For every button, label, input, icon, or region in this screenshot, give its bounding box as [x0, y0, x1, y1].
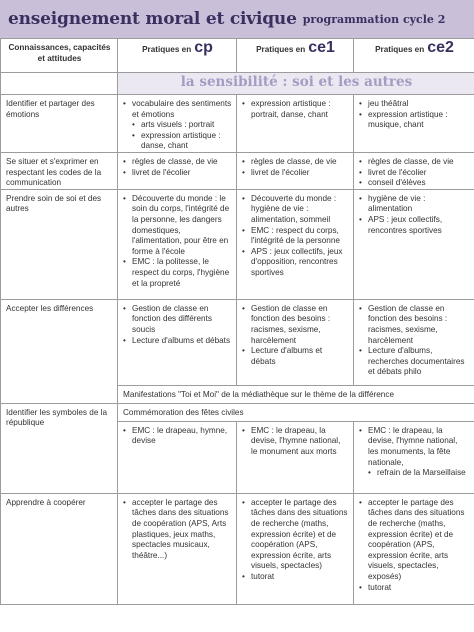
list-item: • expression artistique : musique, chant — [359, 110, 470, 131]
header-ce1-level: ce1 — [308, 39, 335, 56]
table-row — [1, 299, 474, 385]
table-row — [1, 493, 474, 604]
list-item: • Gestion de classe en fonction des besoins : racismes, sexisme, harcèlement — [242, 304, 349, 346]
list-item: • EMC : le drapeau, hymne, devise — [123, 426, 232, 447]
section-title — [118, 73, 474, 95]
cell-cp — [118, 153, 237, 190]
header-ce2 — [354, 39, 474, 73]
list-item: • règles de classe, de vie — [242, 157, 349, 168]
list-item: • EMC : le drapeau, la devise, l'hymne national, les monuments, la fête nationale, — [359, 426, 470, 468]
list-item: • tutorat — [242, 572, 349, 583]
list-item: • jeu théâtral — [359, 99, 470, 110]
document-title: enseignement moral et civique — [8, 9, 297, 29]
manifestation-note: Manifestations "Toi et Moi" de la médiathèque sur le thème de la différence — [118, 385, 474, 403]
list-item: • vocabulaire des sentiments et émotions — [123, 99, 232, 120]
list-item: • Lecture d'albums, recherches documentaires et débats philo — [359, 346, 470, 378]
cell-cp — [118, 189, 237, 299]
row-label: Apprendre à coopérer — [1, 493, 118, 604]
header-ce2-level: ce2 — [427, 39, 454, 56]
list-item: • Lecture d'albums et débats — [123, 336, 232, 347]
list-item: • EMC : la politesse, le respect du corps, l'hygiène et la propreté — [123, 257, 232, 289]
cell-cp — [118, 299, 237, 385]
cell-ce1 — [237, 421, 354, 493]
row-label: Se situer et s'exprimer en respectant les codes de la communication — [1, 153, 118, 190]
list-item: • expression artistique : danse, chant — [123, 131, 232, 152]
cell-ce1 — [237, 95, 354, 153]
header-ce2-prefix: Pratiques en — [375, 45, 425, 54]
list-item: • livret de l'écolier — [242, 168, 349, 179]
table-row — [1, 95, 474, 153]
list-item: • refrain de la Marseillaise — [359, 468, 470, 479]
list-item: • règles de classe, de vie — [359, 157, 470, 168]
list-item: • expression artistique : portrait, danse, chant — [242, 99, 349, 120]
table-row — [1, 403, 474, 421]
list-item: • arts visuels : portrait — [123, 120, 232, 131]
list-item: • Lecture d'albums et débats — [242, 346, 349, 367]
list-item: • tutorat — [359, 583, 470, 594]
document-subtitle: programmation cycle 2 — [302, 12, 446, 26]
table-row — [1, 153, 474, 190]
list-item: • accepter le partage des tâches dans des situations de coopération (APS, Arts plastiques, jeux maths, spectacles musicaux, théâtre...) — [123, 498, 232, 562]
cell-ce2 — [354, 421, 474, 493]
cell-ce2 — [354, 189, 474, 299]
cell-ce2 — [354, 299, 474, 385]
programmation-table — [0, 38, 474, 605]
list-item: • hygiène de vie : alimentation — [359, 194, 470, 215]
cell-cp — [118, 95, 237, 153]
cell-ce1 — [237, 299, 354, 385]
header-cp-prefix: Pratiques en — [142, 45, 192, 54]
cell-cp — [118, 421, 237, 493]
section-title-text: la sensibilité : soi et les autres — [180, 74, 413, 90]
title-banner — [0, 0, 474, 38]
cell-cp — [118, 493, 237, 604]
list-item: • Découverte du monde : le soin du corps, l'intégrité de la personne, les dangers domestiques, l'alimentation, pour être en forme à l'école — [123, 194, 232, 258]
list-item: • APS : jeux collectifs, rencontres sportives — [359, 215, 470, 236]
cell-ce2 — [354, 153, 474, 190]
row-label: Identifier et partager des émotions — [1, 95, 118, 153]
list-item: • EMC : le drapeau, la devise, l'hymne national, le monument aux morts — [242, 426, 349, 458]
list-item: • accepter le partage des tâches dans des situations de recherche (maths, expression écrite) et de coopération (APS, expression écrite, arts visuels, spectacles, exposés) — [359, 498, 470, 583]
list-item: • EMC : respect du corps, l'intégrité de la personne — [242, 226, 349, 247]
row-label: Prendre soin de soi et des autres — [1, 189, 118, 299]
header-cp-level: cp — [194, 39, 213, 56]
row-label: Accepter les différences — [1, 299, 118, 403]
list-item: • règles de classe, de vie — [123, 157, 232, 168]
cell-ce1 — [237, 493, 354, 604]
cell-ce1 — [237, 189, 354, 299]
cell-ce1 — [237, 153, 354, 190]
list-item: • livret de l'écolier — [359, 168, 470, 179]
list-item: • Gestion de classe en fonction des différents soucis — [123, 304, 232, 336]
list-item: • accepter le partage des tâches dans des situations de recherche (maths, expression écrite) et de coopération (APS, expression écrite, arts visuels, spectacles) — [242, 498, 349, 572]
cell-ce2 — [354, 493, 474, 604]
header-row — [1, 39, 474, 73]
table-row — [1, 189, 474, 299]
row-label: Identifier les symboles de la république — [1, 403, 118, 493]
cell-ce2 — [354, 95, 474, 153]
header-cp — [118, 39, 237, 73]
list-item: • livret de l'écolier — [123, 168, 232, 179]
section-row — [1, 73, 474, 95]
header-ce1-prefix: Pratiques en — [256, 45, 306, 54]
list-item: • Découverte du monde : hygiène de vie : alimentation, sommeil — [242, 194, 349, 226]
commemoration-note: Commémoration des fêtes civiles — [118, 403, 474, 421]
list-item: • Gestion de classe en fonction des besoins : racismes, sexisme, harcèlement — [359, 304, 470, 346]
list-item: • APS : jeux collectifs, jeux d'opposition, rencontres sportives — [242, 247, 349, 279]
list-item: • conseil d'élèves — [359, 178, 470, 189]
header-ce1 — [237, 39, 354, 73]
header-connaissances: Connaissances, capacités et attitudes — [1, 39, 118, 73]
